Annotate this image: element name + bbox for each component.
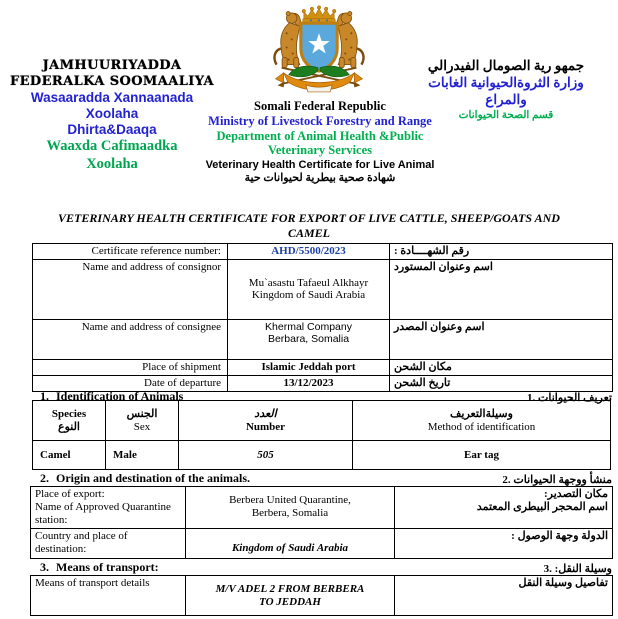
somali-republic-line2: FEDERALKA SOOMAALIYA [9,73,215,89]
somali-republic-line1: JAMHUURIYADDA [42,58,182,73]
somali-department-line1: Waaxda Cafimaadka [46,138,178,155]
section3-title: 3. Means of transport: [40,560,159,574]
departure-value: 13/12/2023 [228,375,390,391]
consignee-label: Name and address of consignee [33,319,228,359]
arabic-department: قسم الصحة الحيوانات [458,109,554,121]
somali-ministry-line2: Xoolaha [85,105,139,121]
certificate-reference-value: AHD/5500/2023 [228,244,390,260]
section1-number: 1. [40,389,49,403]
consignor-country: Kingdom of Saudi Arabia [251,289,366,302]
section3-title-arabic: 3. وسيلة النقل: [543,563,612,575]
export-label: Place of export: Name of Approved Quarantine station: [31,487,186,529]
leopard-left-icon [274,12,301,68]
transport-details-row [31,576,613,616]
transport-table [30,575,613,616]
transport-value [186,576,395,616]
destination-value: Kingdom of Saudi Arabia [186,528,395,558]
arabic-certificate-title: شهادة صحية بيطرية لحيوانات حية [244,171,396,184]
species-column-header: Species النوع [33,401,106,441]
sex-value: Male [106,441,179,470]
crown-icon [302,6,336,22]
document-title [0,211,618,240]
animals-table [32,400,611,470]
section3-heading [30,560,612,575]
document-title-line1: VETERINARY HEALTH CERTIFICATE FOR EXPORT OF LIVE CATTLE, SHEEP/GOATS AND [58,211,560,225]
document-title-line2: CAMEL [287,225,330,240]
consignor-row [33,259,613,319]
origin-destination-table [30,486,613,559]
animals-data-row [33,441,611,470]
arabic-republic: جمهو رية الصومال الفيدرالي [427,58,585,73]
somali-ministry-line3: Dhirta&Daaqa [67,122,157,138]
consignee-city: Berbara, Somalia [267,333,350,346]
number-column-header: العدد Number [179,401,353,441]
arabic-ministry-line1: وزارة الثروةالحيوانية الغابات [428,75,584,91]
consignee-row [33,319,613,359]
quarantine-city: Berbera, Somalia [251,507,329,520]
export-arabic: مكان التصدير: اسم المحجر البيطرى المعتمد [395,487,613,529]
english-certificate-title: Veterinary Health Certificate for Live Animal [205,159,435,171]
departure-arabic: تاريخ الشحن [390,375,613,391]
section1-title: 1. Identification of Animals [40,389,184,403]
somali-department-line2: Xoolaha [86,155,138,172]
number-value: 505 [179,441,353,470]
export-value [186,487,395,529]
shield-icon [301,23,337,71]
consignor-name: Mu`asastu Tafaeul Alkhayr [248,276,369,289]
consignee-value [228,319,390,359]
certificate-reference-label: Certificate reference number: [33,244,228,260]
shipment-value: Islamic Jeddah port [228,359,390,375]
sex-column-header: الجنس Sex [106,401,179,441]
section3-number: 3. [40,560,49,574]
destination-arabic: الدولة وجهة الوصول : [395,528,613,558]
leopard-right-icon [336,12,363,68]
shipment-row [33,359,613,375]
identification-column-header: وسيلةالتعريف Method of identification [353,401,611,441]
arabic-ministry-line2: والمراع [485,92,527,108]
animals-header-row [33,401,611,441]
section2-heading [30,471,612,486]
certificate-details-table [32,243,613,392]
section2-number: 2. [40,471,49,485]
certificate-reference-arabic: رقم الشهــــادة : [390,244,613,260]
vessel-route-line2: TO JEDDAH [259,595,321,608]
section2-title: 2. Origin and destination of the animals. [40,471,251,485]
consignor-value [228,259,390,319]
section2-title-arabic: 2. منشأ ووجهة الحيوانات [502,474,612,486]
shipment-label: Place of shipment [33,359,228,375]
departure-label: Date of departure [33,375,228,391]
consignee-arabic: اسم وعنوان المصدر [390,319,613,359]
consignor-arabic: اسم وعنوان المستورد [390,259,613,319]
somalia-coat-of-arms [252,5,386,98]
certificate-reference-row [33,244,613,260]
english-republic: Somali Federal Republic [254,99,386,113]
species-value: Camel [33,441,106,470]
vessel-route-line1: M/V ADEL 2 FROM BERBERA [215,582,365,595]
english-ministry: Ministry of Livestock Forestry and Range [208,113,432,128]
shipment-arabic: مكان الشحن [390,359,613,375]
destination-row [31,528,613,558]
quarantine-name: Berbera United Quarantine, [229,494,351,507]
section1-title-arabic: 1. تعريف الحيوانات [527,392,612,404]
transport-arabic: تفاصيل وسيلة النقل [395,576,613,616]
identification-value: Ear tag [353,441,611,470]
english-department: Department of Animal Health &Public Veterinary Services [216,128,424,158]
transport-label: Means of transport details [31,576,186,616]
destination-label: Country and place of destination: [31,528,186,558]
consignee-name: Khermal Company [265,320,352,333]
consignor-label: Name and address of consignor [33,259,228,319]
letterhead-arabic-block [398,57,614,123]
somali-ministry-line1: Wasaaradda Xannaanada [30,89,194,105]
place-of-export-row [31,487,613,529]
